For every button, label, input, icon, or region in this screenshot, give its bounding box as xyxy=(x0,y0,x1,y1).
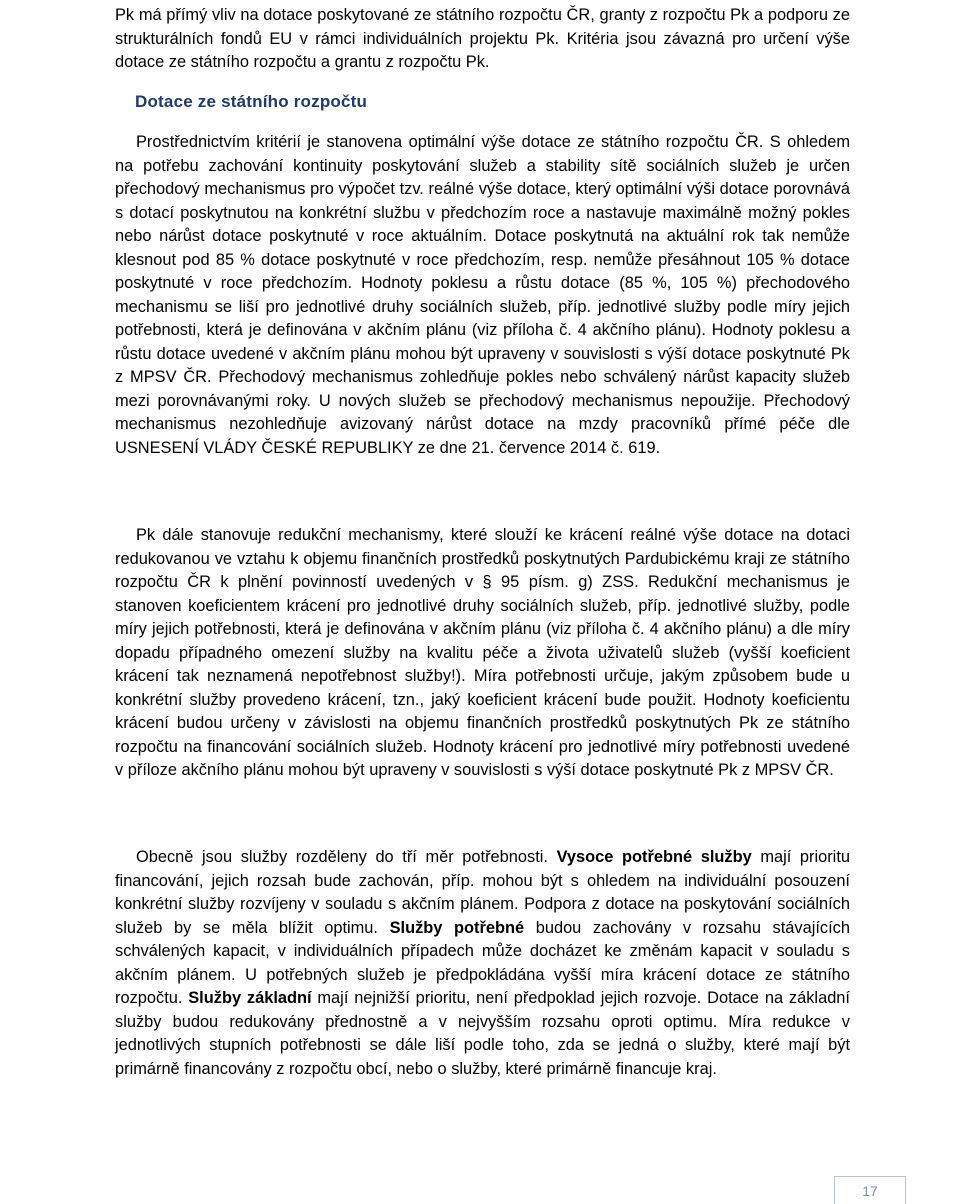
potrebnost-text-4: mají nejnižší prioritu, není předpoklad jejich rozvoje. Dotace na základní služby budou redukovány přednostně a v nejvyšším rozsahu oproti optimu. Míra redukce v jednotlivých stupních potřebnosti se dále liší podle toho, zda se jedná o služby, které mají být primárně financovány z rozpočtu obcí, nebo o služby, které primárně financuje kraj. xyxy=(115,989,850,1078)
redukce-paragraph: Pk dále stanovuje redukční mechanismy, které slouží ke krácení reálné výše dotace na dotaci redukovanou ve vztahu k objemu finančních prostředků poskytnutých Pardubickému kraji ze státního rozpočtu ČR k plnění povinností uvedených v § 95 písm. g) ZSS. Redukční mechanismus je stanoven koeficientem krácení pro jednotlivé druhy sociálních služeb, příp. jednotlivé služby, podle míry jejich potřebnosti, která je definována v akčním plánu (viz příloha č. 4 akčního plánu) a dle míry dopadu případného omezení služby na kvalitu péče a života uživatelů služeb (vyšší koeficient krácení tak neznamená nepotřebnost služby!). Míra potřebnosti určuje, jakým způsobem bude u konkrétní služby provedeno krácení, tzn., jaký koeficient krácení bude použit. Hodnoty koeficientu krácení budou určeny v závislosti na objemu finančních prostředků poskytnutých Pk ze státního rozpočtu na financování sociálních služeb. Hodnoty krácení pro jednotlivé míry potřebnosti uvedené v příloze akčního plánu mohou být upraveny v souvislosti s výší dotace poskytnuté Pk z MPSV ČR. xyxy=(115,526,850,779)
potrebnost-text-1: Obecně jsou služby rozděleny do tří měr potřebnosti. xyxy=(136,848,557,866)
potrebnost-paragraph xyxy=(115,846,850,1081)
section-heading: Dotace ze státního rozpočtu xyxy=(135,92,368,111)
dotace-paragraph: Prostřednictvím kritérií je stanovena optimální výše dotace ze státního rozpočtu ČR. S ohledem na potřebu zachování kontinuity poskytování služeb a stability sítě sociálních služeb je určen přechodový mechanismus pro výpočet tzv. reálné výše dotace, který optimální výši dotace porovnává s dotací poskytnutou na konkrétní službu v předchozím roce a nastavuje maximálně možný pokles nebo nárůst dotace poskytnuté v roce aktuálním. Dotace poskytnutá na aktuální rok tak nemůže klesnout pod 85 % dotace poskytnuté v roce předchozím, resp. nemůže přesáhnout 105 % dotace poskytnuté v roce předchozím. Hodnoty poklesu a růstu dotace (85 %, 105 %) přechodového mechanismu se liší pro jednotlivé druhy sociálních služeb, příp. jednotlivé služby podle míry jejich potřebnosti, která je definována v akčním plánu (viz příloha č. 4 akčního plánu). Hodnoty poklesu a růstu dotace uvedené v akčním plánu mohou být upraveny v souvislosti s výší dotace poskytnuté Pk z MPSV ČR. Přechodový mechanismus zohledňuje pokles nebo schválený nárůst kapacity služeb mezi porovnávanými roky. U nových služeb se přechodový mechanismus nepoužije. Přechodový mechanismus nezohledňuje avizovaný nárůst dotace na mzdy pracovníků přímé péče dle USNESENÍ VLÁDY ČESKÉ REPUBLIKY ze dne 21. července 2014 č. 619. xyxy=(115,133,850,457)
potrebne-term: Služby potřebné xyxy=(389,918,525,937)
page-number: 17 xyxy=(862,1183,878,1199)
potrebnost-text-3: budou zachovány v rozsahu stávajících schválených kapacit, v individuálních případech může docházet ke změnám kapacit v souladu s akčním plánem. U potřebných služeb je předpokládána vyšší míra krácení dotace ze státního rozpočtu. xyxy=(115,918,850,1007)
page-number-box xyxy=(834,1176,906,1204)
zakladni-term: Služby základní xyxy=(188,989,312,1007)
vysoce-potrebne-term: Vysoce potřebné služby xyxy=(556,848,752,866)
intro-paragraph: Pk má přímý vliv na dotace poskytované ze státního rozpočtu ČR, granty z rozpočtu Pk a podporu ze strukturálních fondů EU v rámci individuálních projektu Pk. Kritéria jsou závazná pro určení výše dotace ze státního rozpočtu a grantu z rozpočtu Pk. xyxy=(115,6,850,71)
potrebnost-text-2: mají prioritu financování, jejich rozsah bude zachován, příp. mohou být s ohledem na individuální posouzení konkrétní služby rozvíjeny v souladu s akčním plánem. Podpora z dotace na poskytování sociálních služeb by se měla blížit optimu. xyxy=(115,848,850,937)
